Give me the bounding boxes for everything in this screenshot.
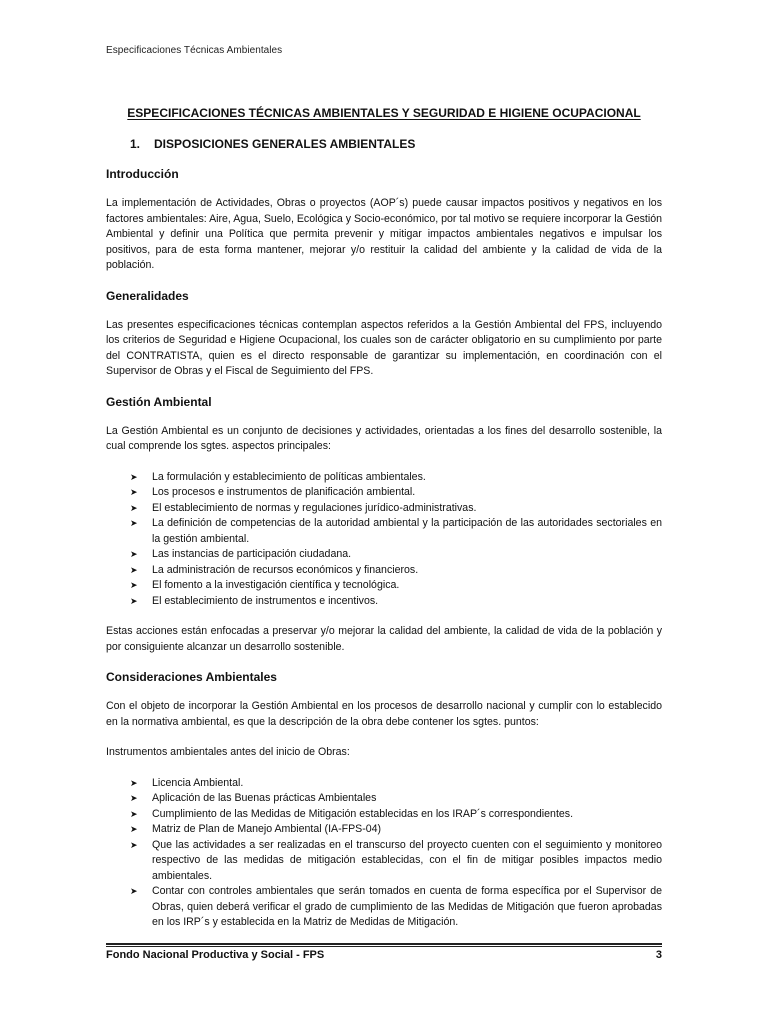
list-item: ➤ El establecimiento de instrumentos e incentivos. <box>106 594 662 610</box>
paragraph-consideraciones-2: Instrumentos ambientales antes del inicio de Obras: <box>106 746 350 758</box>
paragraph-consideraciones-1: Con el objeto de incorporar la Gestión Ambiental en los procesos de desarrollo nacional y cumplir con lo establecido en la normativa ambiental, es que la descripción de la obra debe contener los sgtes. puntos: <box>106 700 662 728</box>
paragraph-gestion-intro: La Gestión Ambiental es un conjunto de decisiones y actividades, orientadas a los fines del desarrollo sostenible, la cual comprende los sgtes. aspectos principales: <box>106 424 662 452</box>
arrowhead-bullet-icon: ➤ <box>130 839 138 850</box>
arrowhead-bullet-icon: ➤ <box>130 518 138 528</box>
list-item: ➤ La administración de recursos económicos y financieros. <box>106 563 662 579</box>
section-title <box>130 137 415 151</box>
arrowhead-bullet-icon: ➤ <box>130 793 138 803</box>
list-item: ➤ Aplicación de las Buenas prácticas Ambientales <box>106 791 662 807</box>
section-title-text: DISPOSICIONES GENERALES AMBIENTALES <box>154 137 416 151</box>
arrowhead-bullet-icon: ➤ <box>130 471 138 482</box>
heading-gestion-ambiental: Gestión Ambiental <box>106 394 212 409</box>
paragraph-generalidades: Las presentes especificaciones técnicas contemplan aspectos referidos a la Gestión Ambiental del FPS, incluyendo los criterios de Seguridad e Higiene Ocupacional, los cuales son de carácter obligatorio en su cumplimiento por parte del CONTRATISTA, quien es el directo responsable de garantizar su implementación, en coordinación con el Supervisor de Obras y el Fiscal de Seguimiento del FPS. <box>106 318 662 377</box>
arrowhead-bullet-icon: ➤ <box>130 595 138 606</box>
list-item: ➤ Contar con controles ambientales que serán tomados en cuenta de forma específica por el Supervisor de Obras, quien deberá verificar el grado de cumplimiento de las Medidas de Mitigación que fueron aprobadas en los IRP´s y establecida en la Matriz de Medidas de Mitigación. <box>130 885 662 928</box>
list-item: ➤ Los procesos e instrumentos de planificación ambiental. <box>106 485 662 501</box>
arrowhead-bullet-icon: ➤ <box>130 487 138 497</box>
heading-introduccion: Introducción <box>106 167 179 181</box>
list-instrumentos-ambientales <box>106 776 662 931</box>
list-item: ➤ Que las actividades a ser realizadas en el transcurso del proyecto cuenten con el seguimiento y monitoreo respectivo de las medidas de mitigación establecidas, con el fin de mitigar posibles impactos medio ambientales. <box>130 838 662 882</box>
document-body <box>106 167 662 946</box>
paragraph-introduccion: La implementación de Actividades, Obras o proyectos (AOP´s) puede causar impactos positivos y negativos en los factores ambientales: Aire, Agua, Suelo, Ecológica y Socio-económico, por tal motivo se requiere incorporar la Gestión Ambiental y definir una Política que permita prevenir y mitigar impactos ambientales negativos e impulsar los positivos, para de esta forma mantener, mejorar y/o restituir la calidad del ambiente y la calidad de vida de la población. <box>106 197 662 271</box>
list-item: ➤ La formulación y establecimiento de políticas ambientales. <box>106 470 662 486</box>
running-header: Especificaciones Técnicas Ambientales <box>106 45 283 56</box>
footer-organization: Fondo Nacional Productiva y Social - FPS <box>106 949 325 961</box>
arrowhead-bullet-icon: ➤ <box>130 549 138 559</box>
document-title: ESPECIFICACIONES TÉCNICAS AMBIENTALES Y SEGURIDAD E HIGIENE OCUPACIONAL <box>127 106 641 120</box>
list-item: ➤ La definición de competencias de la autoridad ambiental y la participación de las autoridades sectoriales en la gestión ambiental. <box>130 517 662 545</box>
arrowhead-bullet-icon: ➤ <box>130 824 138 834</box>
arrowhead-bullet-icon: ➤ <box>130 886 138 896</box>
arrowhead-bullet-icon: ➤ <box>130 564 138 575</box>
arrowhead-bullet-icon: ➤ <box>130 808 138 819</box>
list-item: ➤ Cumplimiento de las Medidas de Mitigación establecidas en los IRAP´s correspondientes. <box>106 807 662 823</box>
heading-generalidades: Generalidades <box>106 288 189 303</box>
list-item: ➤ Licencia Ambiental. <box>106 776 662 792</box>
arrowhead-bullet-icon: ➤ <box>130 502 138 513</box>
list-item: ➤ El establecimiento de normas y regulaciones jurídico-administrativas. <box>106 501 662 517</box>
heading-consideraciones: Consideraciones Ambientales <box>106 670 277 684</box>
footer-divider <box>106 943 662 947</box>
section-number: 1. <box>130 137 141 151</box>
list-item: ➤ El fomento a la investigación científica y tecnológica. <box>106 578 662 594</box>
list-item: ➤ Matriz de Plan de Manejo Ambiental (IA-FPS-04) <box>106 822 662 838</box>
page-number: 3 <box>655 949 662 961</box>
arrowhead-bullet-icon: ➤ <box>130 580 138 590</box>
list-item: ➤ Las instancias de participación ciudadana. <box>106 547 662 563</box>
paragraph-gestion-closing: Estas acciones están enfocadas a preservar y/o mejorar la calidad del ambiente, la calidad de vida de la población y por consiguiente alcanzar un desarrollo sostenible. <box>106 625 662 653</box>
arrowhead-bullet-icon: ➤ <box>130 777 138 788</box>
list-gestion-aspectos <box>106 470 662 610</box>
